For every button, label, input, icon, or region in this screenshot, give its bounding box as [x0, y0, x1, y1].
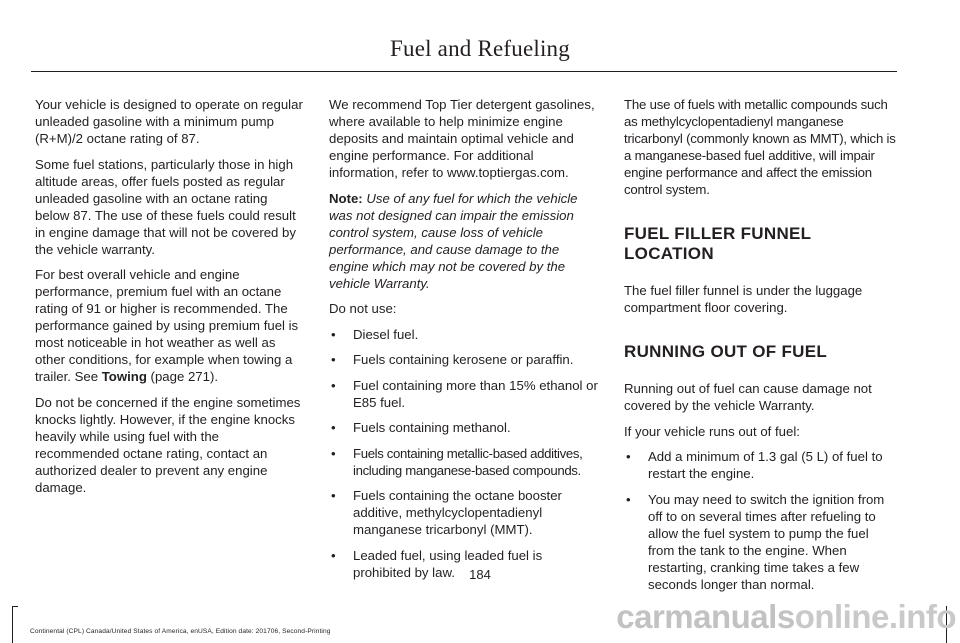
- column-2: [329, 96, 601, 589]
- do-not-use-list: [329, 326, 601, 581]
- note-label: Note:: [329, 190, 363, 206]
- towing-link[interactable]: Towing: [101, 369, 147, 384]
- crop-mark-left-vertical: [12, 606, 13, 643]
- watermark-part-b: online.info: [794, 598, 956, 635]
- page-number: 184: [469, 567, 491, 582]
- list-item: [329, 445, 601, 479]
- list-item-text: Fuel containing more than 15% ethanol or E85 fuel.: [353, 377, 598, 410]
- paragraph-metallic-compounds: The use of fuels with metallic compounds such as methylcyclopentadienyl manganese tricarbonyl (commonly known as MMT), which is a manganese-based fuel additive, will impair engine performance and affect the emission control system.: [624, 97, 896, 197]
- paragraph-engine-knock: Do not be concerned if the engine sometimes knocks lightly. However, if the engine knocks heavily while using fuel with the recommended octane rating, contact an authorized dealer to prevent any engine damage.: [35, 394, 301, 495]
- watermark-logo: [616, 598, 956, 636]
- list-item: [329, 487, 601, 538]
- page-title: Fuel and Refueling: [390, 36, 570, 61]
- note-paragraph: [329, 190, 601, 292]
- header-rule: [31, 71, 897, 72]
- column-3: [624, 96, 896, 601]
- paragraph-premium-fuel: [35, 266, 305, 385]
- crop-mark-left-horizontal: [12, 606, 18, 607]
- paragraph-octane-rating: Your vehicle is designed to operate on regular unleaded gasoline with a minimum pump (R+M)/2 octane rating of 87.: [35, 97, 303, 146]
- bullet-icon: •: [331, 420, 336, 435]
- list-item: [624, 448, 896, 482]
- bullet-icon: •: [331, 326, 336, 342]
- list-item-text: Leaded fuel, using leaded fuel is prohibited by law.: [353, 547, 543, 580]
- list-item-text: Fuels containing metallic-based additives, including manganese-based compounds.: [353, 445, 583, 478]
- list-item-text: Fuels containing the octane booster additive, methylcyclopentadienyl manganese tricarbonyl (MMT).: [353, 488, 562, 537]
- list-item-text: You may need to switch the ignition from off to on several times after refueling to allow the fuel system to pump the fuel from the tank to the engine. When restarting, cranking time takes a few seconds longer than normal.: [648, 491, 885, 592]
- heading-fuel-filler-funnel: FUEL FILLER FUNNEL LOCATION: [624, 224, 812, 263]
- heading-running-out-of-fuel: RUNNING OUT OF FUEL: [624, 342, 828, 361]
- paragraph-running-out-damage: Running out of fuel can cause damage not covered by the vehicle Warranty.: [624, 381, 872, 413]
- premium-fuel-text: For best overall vehicle and engine performance, premium fuel with an octane rating of 91 or higher is recommended. The performance gained by using premium fuel is most noticeable in hot weather as well as other conditions, for example when towing a trailer. See: [35, 267, 299, 384]
- watermark-part-a: carmanuals: [616, 598, 795, 635]
- list-item: [329, 377, 601, 411]
- paragraph-high-altitude: Some fuel stations, particularly those in high altitude areas, offer fuels posted as regular unleaded gasoline with an octane rating below 87. The use of these fuels could result in engine damage that will not be covered by the vehicle warranty.: [35, 156, 296, 257]
- note-text: Use of any fuel for which the vehicle was not designed can impair the emission control system, cause loss of vehicle performance, and cause damage to the engine which may not be covered by the vehicle Warranty.: [329, 190, 578, 291]
- list-item: [329, 326, 601, 343]
- list-item-text: Fuels containing kerosene or paraffin.: [353, 352, 574, 367]
- bullet-icon: •: [331, 352, 336, 367]
- column-1: [35, 96, 305, 504]
- bullet-icon: •: [331, 547, 336, 563]
- list-item: [329, 351, 601, 368]
- bullet-icon: •: [626, 449, 631, 464]
- bullet-icon: •: [331, 377, 336, 393]
- towing-page-ref: (page 271).: [146, 369, 219, 384]
- bullet-icon: •: [331, 488, 336, 503]
- paragraph-funnel-location: The fuel filler funnel is under the luggage compartment floor covering.: [624, 283, 863, 315]
- list-item-text: Add a minimum of 1.3 gal (5 L) of fuel to restart the engine.: [648, 449, 883, 481]
- list-item: [329, 419, 601, 436]
- list-item-text: Diesel fuel.: [353, 326, 419, 342]
- paragraph-if-runs-out: If your vehicle runs out of fuel:: [624, 423, 800, 439]
- bullet-icon: •: [626, 491, 631, 507]
- list-item-text: Fuels containing methanol.: [353, 420, 511, 435]
- bullet-icon: •: [331, 445, 336, 461]
- edition-footer: Continental (CPL) Canada/United States of America, enUSA, Edition date: 201706, Second-Printing: [30, 628, 331, 635]
- do-not-use-label: Do not use:: [329, 301, 397, 316]
- paragraph-top-tier: We recommend Top Tier detergent gasolines, where available to help minimize engine deposits and maintain optimal vehicle and engine performance. For additional information, refer to www.toptiergas.com.: [329, 97, 595, 180]
